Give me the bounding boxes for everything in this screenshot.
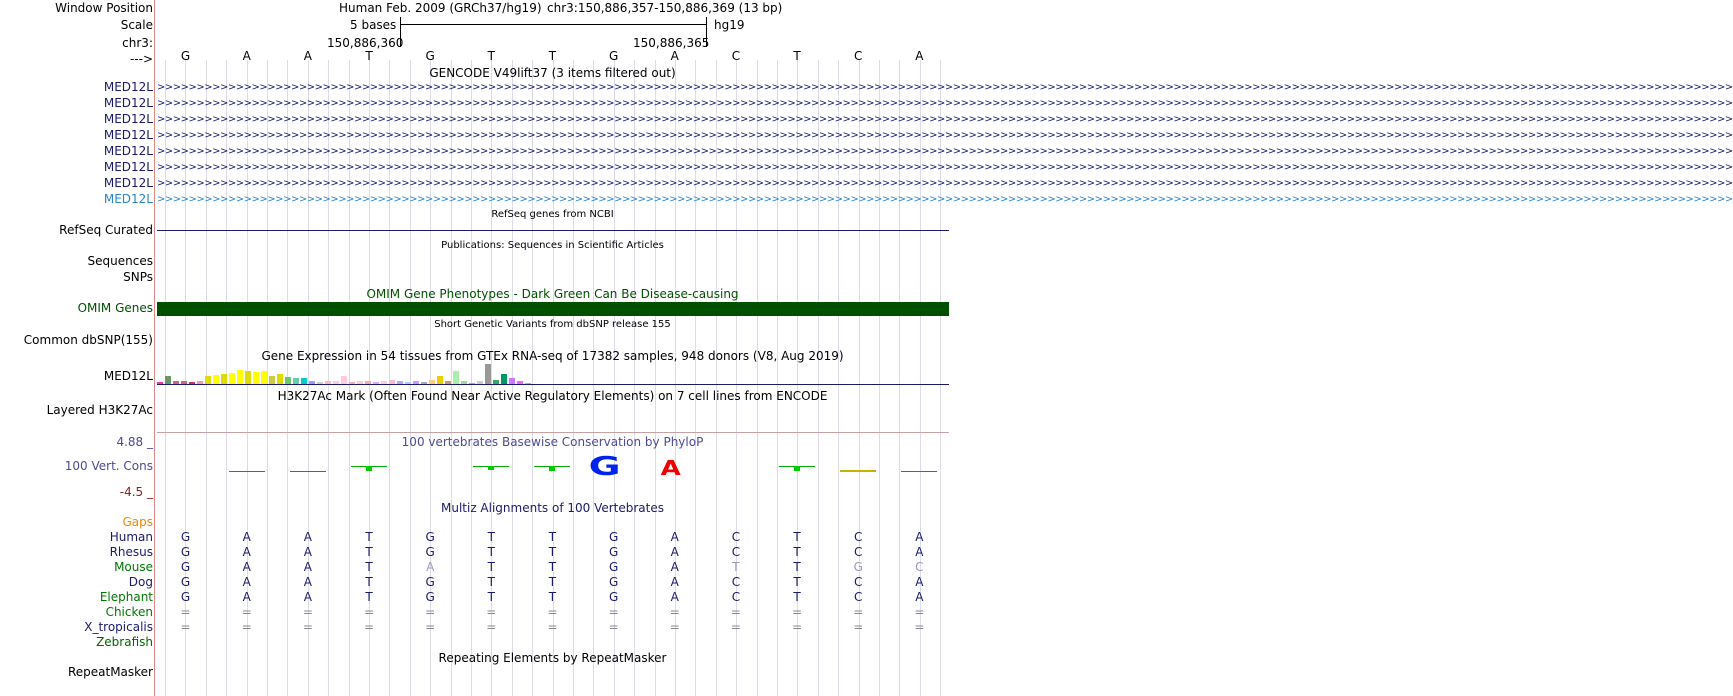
- alignment-base: T: [365, 575, 373, 589]
- alignment-base: G: [608, 560, 619, 574]
- alignment-base: A: [303, 560, 312, 574]
- base-letter: C: [854, 49, 863, 63]
- alignment-base: G: [180, 575, 191, 589]
- omim-title[interactable]: OMIM Gene Phenotypes - Dark Green Can Be Disease-causing: [366, 287, 739, 301]
- base-letter: A: [915, 49, 924, 63]
- alignment-base: =: [486, 620, 497, 634]
- assembly-text: Human Feb. 2009 (GRCh37/hg19): [339, 1, 542, 15]
- h3k27ac-label[interactable]: Layered H3K27Ac: [46, 403, 153, 417]
- gencode-transcript[interactable]: >>>>>>>>>>>>>>>>>>>>>>>>>>>>>>>>>>>>>>>>>>>>>>>>>>>>>>>>>>>>>>>>>>>>>>>>>>>>>>>>>>>>>>>>>>>>>>>>>>>>>>>>>>>>>>>>>>>>>>>>>>>>>>>>>>>>>>>>>>>>>>>>>>>>>>>>>>>>>>>>>>>>>>>>>>>>>>>>>>>>>>>>>>>>>>>>>>>>>>>>: [157, 162, 1733, 173]
- gtex-tissue-bar[interactable]: [269, 376, 275, 384]
- alignment-base: T: [793, 590, 801, 604]
- alignment-base: C: [854, 590, 863, 604]
- gencode-gene-label[interactable]: MED12L: [103, 80, 153, 94]
- rmsk-title[interactable]: Repeating Elements by RepeatMasker: [438, 651, 667, 665]
- species-label[interactable]: Chicken: [105, 605, 153, 619]
- base-letter: A: [242, 49, 251, 63]
- alignment-base: A: [426, 560, 435, 574]
- phylop-bar: [901, 471, 937, 472]
- alignment-base: G: [425, 545, 435, 559]
- gtex-tissue-bar[interactable]: [285, 377, 291, 384]
- alignment-base: A: [303, 545, 312, 559]
- gencode-transcript[interactable]: >>>>>>>>>>>>>>>>>>>>>>>>>>>>>>>>>>>>>>>>>>>>>>>>>>>>>>>>>>>>>>>>>>>>>>>>>>>>>>>>>>>>>>>>>>>>>>>>>>>>>>>>>>>>>>>>>>>>>>>>>>>>>>>>>>>>>>>>>>>>>>>>>>>>>>>>>>>>>>>>>>>>>>>>>>>>>>>>>>>>>>>>>>>>>>>>>>>>>>>>: [157, 114, 1733, 125]
- gtex-tissue-bar[interactable]: [229, 373, 235, 384]
- alignment-base: T: [548, 545, 557, 559]
- alignment-base: C: [854, 545, 863, 559]
- alignment-base: A: [670, 530, 679, 544]
- phylop-bar: [488, 466, 494, 470]
- alignment-base: A: [670, 575, 679, 589]
- scale-label: Scale: [120, 18, 153, 32]
- base-letter: G: [608, 49, 619, 63]
- dbsnp-label[interactable]: Common dbSNP(155): [23, 333, 153, 347]
- base-letter: C: [731, 49, 741, 63]
- alignment-base: T: [487, 530, 495, 544]
- alignment-base: A: [303, 530, 312, 544]
- alignment-base: C: [731, 575, 741, 589]
- alignment-base: G: [180, 560, 191, 574]
- alignment-base: =: [425, 620, 436, 634]
- alignment-base: G: [180, 590, 191, 604]
- strand-label: --->: [129, 52, 153, 66]
- alignment-base: =: [669, 605, 680, 619]
- gencode-gene-label[interactable]: MED12L: [103, 176, 153, 190]
- alignment-base: =: [302, 605, 313, 619]
- alignment-base: =: [547, 605, 558, 619]
- alignment-base: A: [242, 560, 251, 574]
- gtex-tissue-bar[interactable]: [253, 372, 259, 384]
- alignment-base: =: [180, 605, 191, 619]
- gencode-gene-label[interactable]: MED12L: [103, 160, 153, 174]
- scale-bar: [400, 24, 706, 25]
- phylop-bar: [366, 466, 372, 471]
- alignment-base: T: [793, 560, 801, 574]
- label-separator: [154, 0, 155, 696]
- gencode-title[interactable]: GENCODE V49lift37 (3 items filtered out): [429, 66, 676, 80]
- multiz-title[interactable]: Multiz Alignments of 100 Vertebrates: [440, 501, 665, 515]
- h3k27ac-baseline: [157, 432, 949, 433]
- species-label[interactable]: X_tropicalis: [84, 620, 153, 634]
- gencode-gene-label[interactable]: MED12L: [103, 96, 153, 110]
- phylop-title[interactable]: 100 vertebrates Basewise Conservation by PhyloP: [401, 435, 704, 449]
- phylop-bar: [229, 471, 265, 472]
- alignment-base: A: [915, 590, 924, 604]
- alignment-base: G: [425, 590, 435, 604]
- alignment-base: G: [608, 590, 619, 604]
- alignment-base: G: [425, 575, 435, 589]
- phylop-bar: [549, 466, 555, 471]
- gencode-gene-label[interactable]: MED12L: [103, 144, 153, 158]
- gencode-gene-label[interactable]: MED12L: [103, 192, 153, 206]
- alignment-base: T: [365, 560, 373, 574]
- alignment-base: A: [670, 560, 679, 574]
- alignment-base: =: [853, 620, 864, 634]
- alignment-base: T: [548, 590, 557, 604]
- omim-gene-bar[interactable]: [157, 302, 949, 316]
- position-right: 150,886,365: [633, 36, 710, 50]
- omim-label[interactable]: OMIM Genes: [77, 301, 153, 315]
- alignment-base: A: [670, 545, 679, 559]
- alignment-base: T: [793, 545, 801, 559]
- alignment-base: =: [547, 620, 558, 634]
- alignment-base: A: [242, 590, 251, 604]
- alignment-base: C: [731, 590, 741, 604]
- rmsk-label[interactable]: RepeatMasker: [67, 665, 153, 679]
- gtex-tissue-bar[interactable]: [501, 374, 507, 385]
- alignment-base: T: [793, 530, 801, 544]
- alignment-base: T: [548, 530, 557, 544]
- gtex-tissue-bar[interactable]: [221, 374, 227, 385]
- alignment-base: A: [915, 575, 924, 589]
- base-letter: G: [180, 49, 191, 63]
- alignment-base: G: [180, 545, 191, 559]
- alignment-base: G: [608, 545, 619, 559]
- gtex-tissue-bar[interactable]: [453, 371, 459, 384]
- coords-text[interactable]: chr3:150,886,357-150,886,369 (13 bp): [547, 1, 783, 15]
- base-letter: A: [670, 49, 679, 63]
- dbsnp-title[interactable]: Short Genetic Variants from dbSNP release 155: [434, 319, 671, 330]
- gtex-tissue-bar[interactable]: [205, 376, 211, 384]
- alignment-base: C: [854, 575, 863, 589]
- alignment-base: =: [792, 620, 803, 634]
- alignment-base: T: [548, 575, 557, 589]
- species-label[interactable]: Human: [109, 530, 153, 544]
- alignment-base: =: [730, 620, 741, 634]
- alignment-base: =: [792, 605, 803, 619]
- alignment-base: =: [180, 620, 191, 634]
- phylop-bar: [794, 466, 800, 471]
- base-letter: A: [303, 49, 312, 63]
- alignment-base: A: [242, 545, 251, 559]
- alignment-base: G: [608, 530, 619, 544]
- alignment-base: G: [180, 530, 191, 544]
- phylop-label[interactable]: 100 Vert. Cons: [64, 459, 153, 473]
- base-letter: T: [793, 49, 801, 63]
- alignment-base: =: [302, 620, 313, 634]
- gtex-tissue-bar[interactable]: [485, 364, 491, 384]
- chr-label: chr3:: [122, 36, 153, 50]
- alignment-base: =: [363, 605, 375, 619]
- species-label[interactable]: Dog: [128, 575, 153, 589]
- alignment-base: =: [363, 620, 375, 634]
- alignment-base: T: [487, 545, 495, 559]
- gencode-transcript[interactable]: >>>>>>>>>>>>>>>>>>>>>>>>>>>>>>>>>>>>>>>>>>>>>>>>>>>>>>>>>>>>>>>>>>>>>>>>>>>>>>>>>>>>>>>>>>>>>>>>>>>>>>>>>>>>>>>>>>>>>>>>>>>>>>>>>>>>>>>>>>>>>>>>>>>>>>>>>>>>>>>>>>>>>>>>>>>>>>>>>>>>>>>>>>>>>>>>>>>>>>>>: [157, 98, 1733, 109]
- alignment-base: T: [548, 560, 557, 574]
- alignment-base: T: [487, 575, 495, 589]
- alignment-base: A: [670, 590, 679, 604]
- window-position-label: Window Position: [55, 1, 153, 15]
- phylop-max-label: 4.88 _: [116, 435, 153, 449]
- alignment-base: T: [793, 575, 801, 589]
- gencode-transcript[interactable]: >>>>>>>>>>>>>>>>>>>>>>>>>>>>>>>>>>>>>>>>>>>>>>>>>>>>>>>>>>>>>>>>>>>>>>>>>>>>>>>>>>>>>>>>>>>>>>>>>>>>>>>>>>>>>>>>>>>>>>>>>>>>>>>>>>>>>>>>>>>>>>>>>>>>>>>>>>>>>>>>>>>>>>>>>>>>>>>>>>>>>>>>>>>>>>>>>>>>>>>>: [157, 146, 1733, 157]
- alignment-base: =: [669, 620, 680, 634]
- alignment-base: T: [365, 590, 373, 604]
- gtex-barchart[interactable]: [157, 362, 537, 384]
- alignment-base: =: [241, 605, 252, 619]
- base-letter: T: [487, 49, 495, 63]
- gtex-title[interactable]: Gene Expression in 54 tissues from GTEx RNA-seq of 17382 samples, 948 donors (V8, Aug 2019): [261, 349, 844, 363]
- gtex-tissue-bar[interactable]: [213, 375, 219, 384]
- gtex-tissue-bar[interactable]: [261, 371, 267, 384]
- base-letter: G: [425, 49, 435, 63]
- gtex-tissue-bar[interactable]: [245, 371, 251, 384]
- alignment-base: A: [242, 575, 251, 589]
- h3k27ac-title[interactable]: H3K27Ac Mark (Often Found Near Active Regulatory Elements) on 7 cell lines from ENCODE: [277, 389, 828, 403]
- alignment-base: G: [425, 530, 435, 544]
- alignment-base: T: [365, 545, 373, 559]
- refseq-title[interactable]: RefSeq genes from NCBI: [491, 209, 614, 220]
- alignment-base: =: [608, 605, 619, 619]
- gtex-label[interactable]: MED12L: [103, 369, 153, 383]
- species-label[interactable]: Rhesus: [109, 545, 153, 559]
- phylop-bar: [840, 470, 876, 472]
- gencode-gene-label[interactable]: MED12L: [103, 112, 153, 126]
- alignment-base: C: [731, 545, 741, 559]
- phylop-track[interactable]: [0, 450, 950, 480]
- phylop-bar: [290, 471, 326, 472]
- alignment-base: T: [365, 530, 373, 544]
- alignment-base: G: [608, 575, 619, 589]
- refseq-label[interactable]: RefSeq Curated: [59, 223, 153, 237]
- gtex-tissue-bar[interactable]: [277, 374, 283, 384]
- gtex-tissue-bar[interactable]: [437, 376, 443, 384]
- scale-text: 5 bases: [350, 18, 397, 32]
- gtex-tissue-bar[interactable]: [237, 370, 243, 384]
- phylop-min-label: -4.5 _: [119, 485, 153, 499]
- gaps-label: Gaps: [122, 515, 153, 529]
- alignment-base: A: [242, 530, 251, 544]
- alignment-base: T: [487, 590, 495, 604]
- pubs-title[interactable]: Publications: Sequences in Scientific Articles: [441, 240, 664, 251]
- species-label[interactable]: Zebrafish: [96, 635, 153, 649]
- alignment-base: =: [730, 605, 741, 619]
- alignment-base: =: [486, 605, 497, 619]
- species-label[interactable]: Mouse: [114, 560, 153, 574]
- alignment-base: A: [915, 530, 924, 544]
- gencode-transcript[interactable]: >>>>>>>>>>>>>>>>>>>>>>>>>>>>>>>>>>>>>>>>>>>>>>>>>>>>>>>>>>>>>>>>>>>>>>>>>>>>>>>>>>>>>>>>>>>>>>>>>>>>>>>>>>>>>>>>>>>>>>>>>>>>>>>>>>>>>>>>>>>>>>>>>>>>>>>>>>>>>>>>>>>>>>>>>>>>>>>>>>>>>>>>>>>>>>>>>>>>>>>>: [157, 194, 1733, 205]
- base-letter: T: [548, 49, 557, 63]
- alignment-base: A: [915, 545, 924, 559]
- gencode-gene-label[interactable]: MED12L: [103, 128, 153, 142]
- phylop-logo-letter: A: [660, 456, 681, 480]
- alignment-base: G: [853, 560, 863, 574]
- alignment-base: =: [914, 605, 925, 619]
- alignment-base: A: [303, 575, 312, 589]
- gtex-tissue-bar[interactable]: [341, 376, 347, 384]
- snps-label[interactable]: SNPs: [123, 270, 153, 284]
- alignment-base: =: [608, 620, 619, 634]
- base-letter: T: [365, 49, 373, 63]
- position-left: 150,886,360: [327, 36, 404, 50]
- scale-db: hg19: [714, 18, 745, 32]
- gtex-tissue-bar[interactable]: [165, 376, 171, 384]
- gtex-baseline: [157, 384, 949, 385]
- alignment-base: =: [853, 605, 864, 619]
- gencode-transcript[interactable]: >>>>>>>>>>>>>>>>>>>>>>>>>>>>>>>>>>>>>>>>>>>>>>>>>>>>>>>>>>>>>>>>>>>>>>>>>>>>>>>>>>>>>>>>>>>>>>>>>>>>>>>>>>>>>>>>>>>>>>>>>>>>>>>>>>>>>>>>>>>>>>>>>>>>>>>>>>>>>>>>>>>>>>>>>>>>>>>>>>>>>>>>>>>>>>>>>>>>>>>>: [157, 178, 1733, 189]
- alignment-base: T: [487, 560, 495, 574]
- gencode-transcript[interactable]: >>>>>>>>>>>>>>>>>>>>>>>>>>>>>>>>>>>>>>>>>>>>>>>>>>>>>>>>>>>>>>>>>>>>>>>>>>>>>>>>>>>>>>>>>>>>>>>>>>>>>>>>>>>>>>>>>>>>>>>>>>>>>>>>>>>>>>>>>>>>>>>>>>>>>>>>>>>>>>>>>>>>>>>>>>>>>>>>>>>>>>>>>>>>>>>>>>>>>>>>: [157, 82, 1733, 93]
- refseq-gene-line[interactable]: [157, 230, 949, 231]
- alignment-base: =: [241, 620, 252, 634]
- phylop-logo-letter: G: [588, 452, 621, 482]
- sequences-label[interactable]: Sequences: [87, 254, 153, 268]
- alignment-base: =: [914, 620, 925, 634]
- alignment-base: C: [731, 530, 741, 544]
- species-label[interactable]: Elephant: [99, 590, 153, 604]
- alignment-base: T: [732, 560, 740, 574]
- alignment-base: A: [303, 590, 312, 604]
- gencode-transcript[interactable]: >>>>>>>>>>>>>>>>>>>>>>>>>>>>>>>>>>>>>>>>>>>>>>>>>>>>>>>>>>>>>>>>>>>>>>>>>>>>>>>>>>>>>>>>>>>>>>>>>>>>>>>>>>>>>>>>>>>>>>>>>>>>>>>>>>>>>>>>>>>>>>>>>>>>>>>>>>>>>>>>>>>>>>>>>>>>>>>>>>>>>>>>>>>>>>>>>>>>>>>>: [157, 130, 1733, 141]
- alignment-base: =: [425, 605, 436, 619]
- alignment-base: C: [915, 560, 924, 574]
- alignment-base: C: [854, 530, 863, 544]
